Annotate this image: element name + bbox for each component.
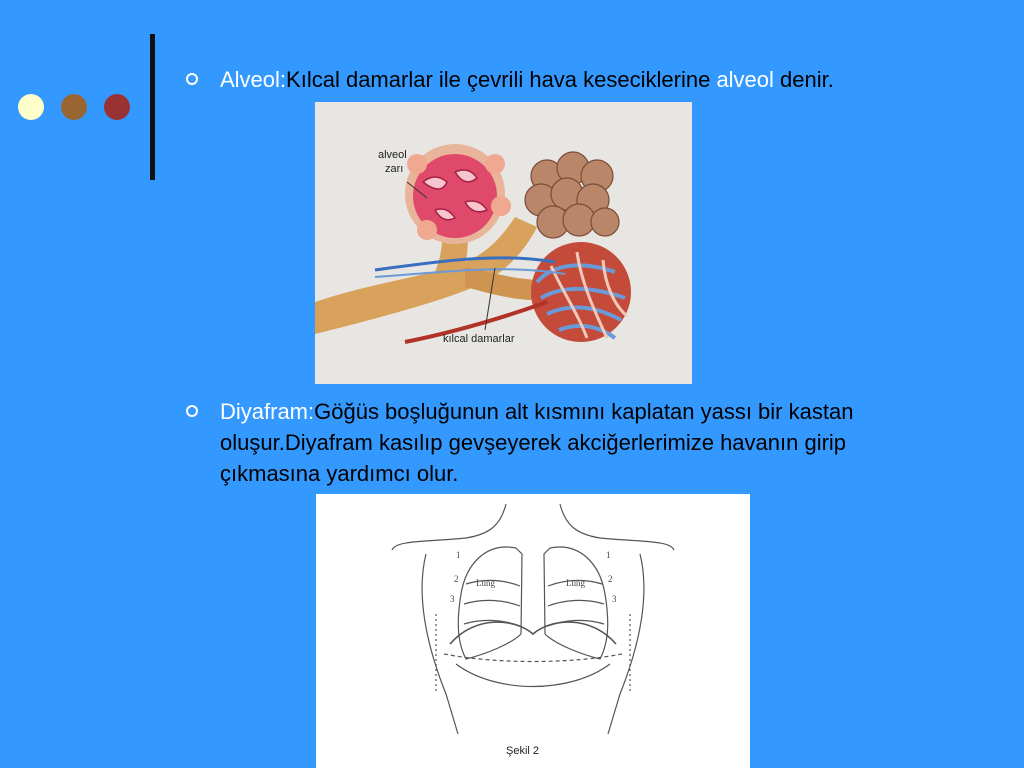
label-alveol-zari-2: zarı — [385, 163, 404, 175]
label-lung-right: Lung — [566, 578, 585, 588]
bullet-alveol-text — [220, 64, 920, 95]
mark-left-3: 3 — [450, 594, 455, 604]
bullet-diyafram-text — [220, 396, 920, 489]
label-alveol-zari-1: alveol — [378, 149, 407, 161]
label-kilcal-damarlar: kılcal damarlar — [443, 333, 515, 345]
decor-dot-brown — [61, 94, 87, 120]
bullet-icon — [186, 73, 198, 85]
bullet-icon — [186, 405, 198, 417]
alveoli-sacs — [525, 152, 619, 238]
alveol-definition-a: Kılcal damarlar ile çevrili hava keseciklerine — [286, 67, 717, 92]
figure-caption: Şekil 2 — [506, 745, 540, 757]
alveoli-illustration-svg — [315, 102, 692, 384]
alveol-highlight: alveol — [716, 67, 774, 92]
decor-dot-red — [104, 94, 130, 120]
mark-left-2: 2 — [454, 574, 459, 584]
mark-right-3: 3 — [612, 594, 617, 604]
decor-dot-cream — [18, 94, 44, 120]
bullet-diyafram — [186, 396, 926, 492]
decor-divider — [150, 34, 155, 180]
alveoli-illustration — [315, 102, 692, 384]
capillary-cluster — [531, 242, 631, 342]
diaphragm-illustration — [316, 494, 750, 768]
mark-right-1: 1 — [606, 550, 611, 560]
alveol-definition-b: denir. — [773, 67, 834, 92]
diaphragm-illustration-svg — [316, 494, 750, 768]
mark-left-1: 1 — [456, 550, 461, 560]
label-lung-left: Lung — [476, 578, 495, 588]
term-diyafram: Diyafram: — [220, 399, 315, 424]
mark-right-2: 2 — [608, 574, 613, 584]
term-alveol: Alveol: — [220, 67, 287, 92]
diyafram-definition: Göğüs boşluğunun alt kısmını kaplatan yassı bir kastan oluşur.Diyafram kasılıp gevşeyerek akciğerlerimize havanın girip çıkmasına yardımcı olur. — [220, 399, 854, 486]
